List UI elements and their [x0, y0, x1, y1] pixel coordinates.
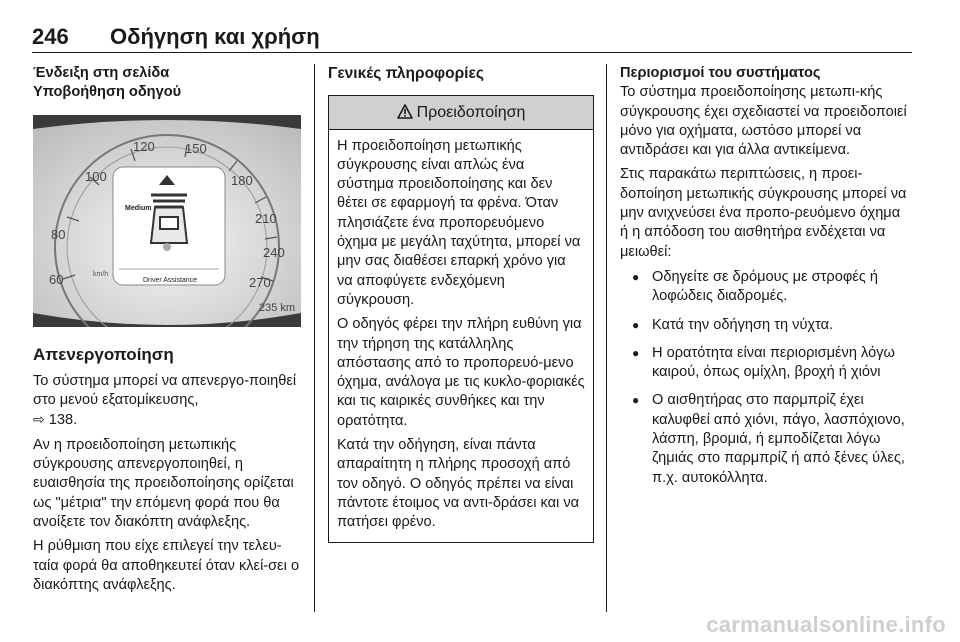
- odometer-readout: 235 km: [259, 301, 296, 314]
- breadcrumb-line-1: Ένδειξη στη σελίδα: [33, 65, 170, 81]
- sensitivity-label: Medium: [125, 204, 152, 212]
- column-3: [620, 64, 910, 497]
- warning-title: Προειδοποίηση: [416, 104, 526, 122]
- list-item: ● Οδηγείτε σε δρόμους με στροφές ή λοφώδεις διαδρομές.: [620, 268, 910, 307]
- warning-paragraph-2: Ο οδηγός φέρει την πλήρη ευθύνη για την τήρηση της κατάλληλης απόστασης από το προπορευό-μενο όχημα, ανάλογα με τις κυκλο-φοριακές και τις καιρικές συνθήκες και την ορατότητα.: [337, 316, 585, 429]
- heading-general-info: Γενικές πληροφορίες: [328, 65, 484, 82]
- page-reference[interactable]: 138.: [48, 412, 78, 429]
- page-reference-arrow-icon[interactable]: ⇨: [33, 411, 45, 428]
- gauge-tick-150: 150: [185, 140, 207, 156]
- gauge-tick-80: 80: [51, 226, 66, 242]
- gauge-tick-60: 60: [49, 271, 64, 287]
- driver-assistance-label: Driver Assistance: [143, 276, 198, 284]
- warning-paragraph-3: Κατά την οδήγηση, είναι πάντα απαραίτητη η πλήρης προσοχή από τον οδηγό. Ο οδηγός πρέπει να είναι πάντοτε έτοιμος να αντι-δράσει και να πατήσει φρένο.: [337, 437, 580, 531]
- gauge-tick-100: 100: [85, 168, 107, 184]
- list-item: ● Η ορατότητα είναι περιορισμένη λόγω καιρού, όπως ομίχλη, βροχή ή χιόνι: [620, 344, 910, 383]
- warning-title-bar: [329, 96, 593, 129]
- page-number: 246: [32, 24, 69, 49]
- column-1: [33, 64, 307, 600]
- section-heading-deactivation: Απενεργοποίηση: [33, 344, 174, 364]
- limitations-list: [620, 268, 910, 488]
- warning-triangle-icon: [397, 104, 413, 119]
- limitations-paragraph-1: Το σύστημα προειδοποίησης μετωπι-κής σύγκρουσης έχει σχεδιαστεί να προειδοποιεί μόνο για οχήματα, ωστόσο μπορεί να αντιδράσει και για άλλα αντικείμενα.: [620, 84, 907, 159]
- list-item: ● Κατά την οδήγηση τη νύχτα.: [620, 316, 910, 335]
- column-divider-2: [606, 64, 607, 612]
- column-divider-1: [314, 64, 315, 612]
- gauge-tick-180: 180: [231, 172, 253, 188]
- paragraph-deactivate: [33, 372, 307, 431]
- speed-unit-label: km/h: [93, 270, 109, 278]
- column-2: [328, 64, 594, 543]
- limitations-paragraph-2: Στις παρακάτω περιπτώσεις, η προει-δοποίηση μετωπικής σύγκρουσης μπορεί να μην ανιχνεύσει ένα προπο-ρευόμενο όχημα ή η απόδοση του αισθητήρα ενδέχεται να μειωθεί:: [620, 166, 907, 260]
- breadcrumb-line-2: Υποβοήθηση οδηγού: [33, 84, 182, 101]
- gauge-tick-120: 120: [133, 138, 155, 154]
- heading-system-limitations: Περιορισμοί του συστήματος: [620, 65, 821, 81]
- paragraph-sensitivity: Αν η προειδοποίηση μετωπικής σύγκρουσης απενεργοποιηθεί, η ευαισθησία της προειδοποίησης ορίζεται ως "μέτρια" την επόμενη φορά που θα ανοίξετε τον διακόπτη ανάφλεξης.: [33, 436, 294, 530]
- gauge-tick-240: 240: [263, 244, 285, 260]
- warning-body: [329, 130, 593, 542]
- list-item: ● Ο αισθητήρας στο παρμπρίζ έχει καλυφθεί από χιόνι, πάγο, λασπόχιονο, λάσπη, βρομιά, ή εμποδίζεται λόγω ζημιάς στο παρμπρίζ ή από ξένες ύλες, π.χ. αυτοκόλλητα.: [620, 391, 910, 487]
- watermark: carmanualsonline.info: [706, 612, 946, 637]
- warning-paragraph-1: Η προειδοποίηση μετωπικής σύγκρουσης είναι απλώς ένα σύστημα προειδοποίησης και δεν θέτει σε εφαρμογή τα φρένα. Όταν πλησιάζετε ένα προπορευόμενο όχημα με μεγάλη ταχύτητα, μπορεί να μην σας διαθέσει επαρκή χρόνο για να αποφύγετε ενδεχόμενη σύγκρουση.: [337, 137, 581, 308]
- gauge-tick-270: 270: [249, 274, 271, 290]
- paragraph-saved-setting: Η ρύθμιση που είχε επιλεγεί την τελευ-ταία φορά θα αποθηκευτεί όταν κλεί-σει ο διακόπτης ανάφλεξης.: [33, 538, 300, 593]
- warning-box: [328, 95, 594, 542]
- running-title: Οδήγηση και χρήση: [110, 24, 320, 49]
- instrument-cluster-image: [33, 115, 301, 327]
- paragraph-deactivate-text: Το σύστημα μπορεί να απενεργο-ποιηθεί στο μενού εξατομίκευσης,: [33, 372, 297, 409]
- page-header: [32, 22, 912, 53]
- gauge-tick-210: 210: [255, 210, 277, 226]
